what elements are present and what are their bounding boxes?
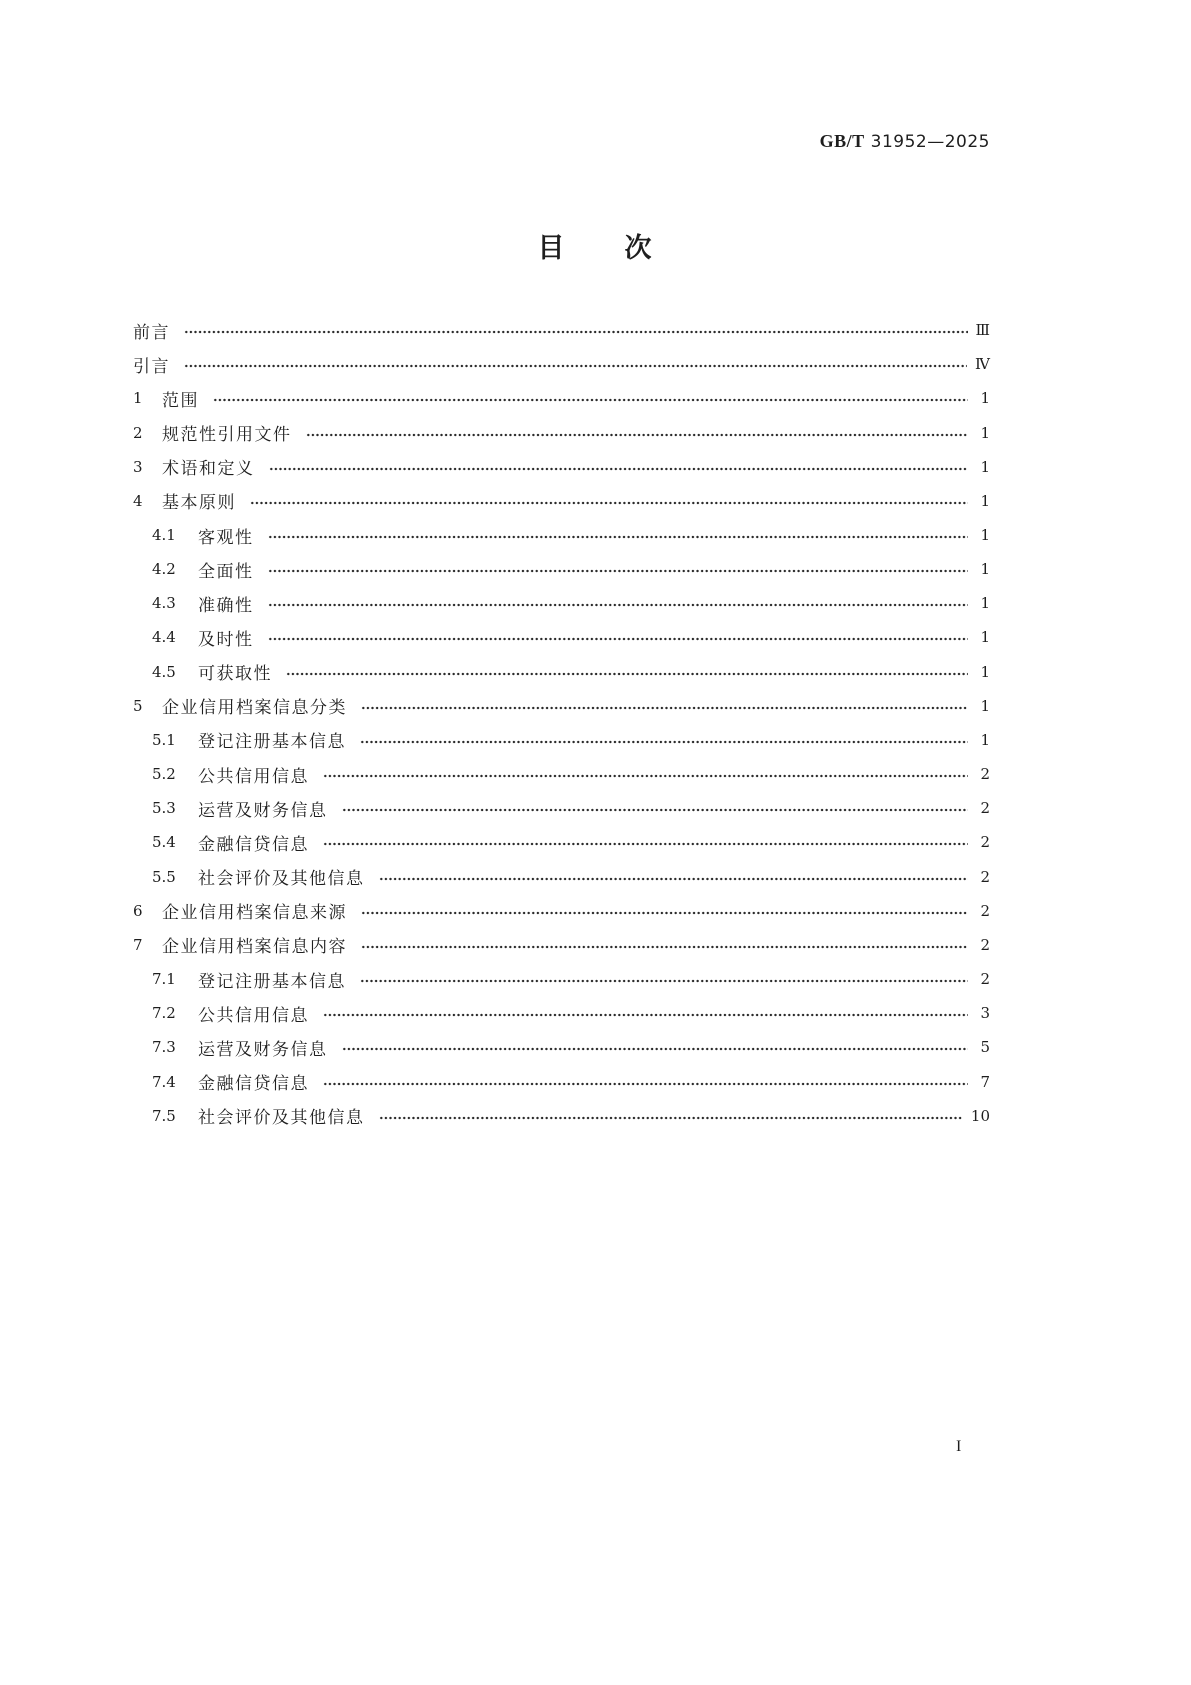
toc-entry xyxy=(133,484,990,518)
toc-entry-page: 1 xyxy=(980,696,990,715)
toc-entry-title: 全面性 xyxy=(198,561,254,582)
toc-subentry xyxy=(133,586,990,620)
toc-entry-title: 登记注册基本信息 xyxy=(198,971,346,992)
toc-entry xyxy=(133,381,990,415)
toc-entry-number: 5 xyxy=(133,696,143,715)
standard-code-prefix: GB/T xyxy=(819,131,865,151)
dot-leader xyxy=(379,1115,963,1121)
toc-entry-page: 1 xyxy=(980,594,990,613)
toc-entry-number: 7.5 xyxy=(152,1106,176,1125)
toc-entry-title: 金融信贷信息 xyxy=(198,1074,309,1095)
toc-entry-title: 运营及财务信息 xyxy=(198,800,328,821)
toc-entry-page: 2 xyxy=(980,970,990,989)
toc-entry-title: 登记注册基本信息 xyxy=(198,732,346,753)
toc-entry-title: 引言 xyxy=(133,356,170,377)
standard-code-number: 31952—2025 xyxy=(870,132,990,152)
dot-leader xyxy=(342,807,969,813)
toc-entry-number: 5.2 xyxy=(152,765,176,784)
dot-leader xyxy=(268,602,969,608)
toc-subentry xyxy=(133,1099,990,1133)
toc-entry-number: 4 xyxy=(133,491,143,510)
toc-entry-number: 5.4 xyxy=(152,833,176,852)
dot-leader xyxy=(323,841,968,847)
toc-entry-title: 运营及财务信息 xyxy=(198,1039,328,1060)
dot-leader xyxy=(379,876,969,882)
toc-entry-number: 2 xyxy=(133,423,143,442)
toc-entry-title: 社会评价及其他信息 xyxy=(198,1108,365,1129)
toc-entry-page: 1 xyxy=(980,662,990,681)
toc-entry-number: 3 xyxy=(133,457,143,476)
toc-entry-title: 范围 xyxy=(162,390,199,411)
toc-entry-foreword xyxy=(133,313,990,347)
toc-entry-title: 基本原则 xyxy=(162,493,236,514)
toc-entry-page: 2 xyxy=(980,765,990,784)
toc-entry-page: 1 xyxy=(980,491,990,510)
dot-leader xyxy=(269,466,969,472)
toc-entry xyxy=(133,928,990,962)
dot-leader xyxy=(286,671,968,677)
toc-entry-page: Ⅳ xyxy=(975,355,990,374)
toc-entry-title: 公共信用信息 xyxy=(198,766,309,787)
toc-entry-page: Ⅲ xyxy=(975,321,990,340)
toc-entry-title: 可获取性 xyxy=(198,664,272,685)
dot-leader xyxy=(361,944,968,950)
toc-entry-number: 7.3 xyxy=(152,1038,176,1057)
dot-leader xyxy=(361,705,968,711)
toc-entry-number: 4.5 xyxy=(152,662,176,681)
toc-entry-number: 7 xyxy=(133,935,143,954)
toc-entry-page: 1 xyxy=(980,457,990,476)
dot-leader xyxy=(323,773,968,779)
dot-leader xyxy=(268,534,969,540)
dot-leader xyxy=(268,636,969,642)
toc-entry-number: 7.4 xyxy=(152,1072,176,1091)
toc-subentry xyxy=(133,962,990,996)
dot-leader xyxy=(184,363,967,369)
toc-subentry xyxy=(133,1064,990,1098)
dot-leader xyxy=(323,1012,968,1018)
toc-subentry xyxy=(133,518,990,552)
toc-entry-page: 5 xyxy=(980,1038,990,1057)
toc-entry-page: 2 xyxy=(980,833,990,852)
toc-entry-page: 2 xyxy=(980,901,990,920)
toc-entry-page: 10 xyxy=(970,1106,990,1125)
toc-entry-number: 5.1 xyxy=(152,730,176,749)
toc-subentry xyxy=(133,860,990,894)
dot-leader xyxy=(323,1081,968,1087)
toc-entry-title: 社会评价及其他信息 xyxy=(198,869,365,890)
dot-leader xyxy=(342,1046,969,1052)
toc-entry-title: 规范性引用文件 xyxy=(162,425,292,446)
toc-entry-page: 1 xyxy=(980,389,990,408)
toc-entry-page: 1 xyxy=(980,628,990,647)
toc-entry-number: 4.4 xyxy=(152,628,176,647)
toc-entry xyxy=(133,894,990,928)
dot-leader xyxy=(184,329,968,335)
toc-entry-page: 1 xyxy=(980,560,990,579)
toc-entry-title: 企业信用档案信息来源 xyxy=(162,903,347,924)
table-of-contents xyxy=(133,313,990,1133)
toc-entry-number: 4.1 xyxy=(152,526,176,545)
toc-subentry xyxy=(133,620,990,654)
toc-subentry xyxy=(133,1030,990,1064)
toc-entry xyxy=(133,415,990,449)
toc-entry-page: 3 xyxy=(980,1004,990,1023)
toc-subentry xyxy=(133,655,990,689)
toc-entry xyxy=(133,689,990,723)
toc-entry-page: 1 xyxy=(980,423,990,442)
toc-entry-title: 准确性 xyxy=(198,595,254,616)
toc-subentry xyxy=(133,723,990,757)
page-title: 目 次 xyxy=(537,233,654,264)
toc-entry-title: 金融信贷信息 xyxy=(198,834,309,855)
toc-entry-title: 公共信用信息 xyxy=(198,1005,309,1026)
toc-entry-page: 2 xyxy=(980,867,990,886)
dot-leader xyxy=(306,432,969,438)
toc-entry-title: 客观性 xyxy=(198,527,254,548)
toc-entry-title: 术语和定义 xyxy=(162,459,255,480)
dot-leader xyxy=(361,910,968,916)
toc-entry-number: 6 xyxy=(133,901,143,920)
toc-subentry xyxy=(133,791,990,825)
toc-subentry xyxy=(133,996,990,1030)
toc-entry-number: 7.1 xyxy=(152,970,176,989)
dot-leader xyxy=(268,568,969,574)
toc-subentry xyxy=(133,552,990,586)
toc-entry-page: 7 xyxy=(980,1072,990,1091)
toc-entry-title: 企业信用档案信息分类 xyxy=(162,698,347,719)
dot-leader xyxy=(213,397,968,403)
toc-entry-title: 前言 xyxy=(133,322,170,343)
toc-entry-number: 5.5 xyxy=(152,867,176,886)
page-number: I xyxy=(956,1438,962,1455)
toc-entry-page: 1 xyxy=(980,526,990,545)
dot-leader xyxy=(250,500,968,506)
dot-leader xyxy=(360,739,968,745)
standard-code xyxy=(820,131,990,152)
toc-entry-title: 及时性 xyxy=(198,629,254,650)
toc-subentry xyxy=(133,825,990,859)
toc-entry-page: 2 xyxy=(980,935,990,954)
toc-entry-page: 2 xyxy=(980,799,990,818)
toc-entry-page: 1 xyxy=(980,730,990,749)
toc-entry-number: 4.3 xyxy=(152,594,176,613)
toc-subentry xyxy=(133,757,990,791)
toc-entry-introduction xyxy=(133,347,990,381)
dot-leader xyxy=(360,978,968,984)
toc-entry-number: 4.2 xyxy=(152,560,176,579)
toc-entry-number: 1 xyxy=(133,389,143,408)
toc-entry xyxy=(133,450,990,484)
toc-entry-number: 5.3 xyxy=(152,799,176,818)
toc-entry-title: 企业信用档案信息内容 xyxy=(162,937,347,958)
toc-entry-number: 7.2 xyxy=(152,1004,176,1023)
